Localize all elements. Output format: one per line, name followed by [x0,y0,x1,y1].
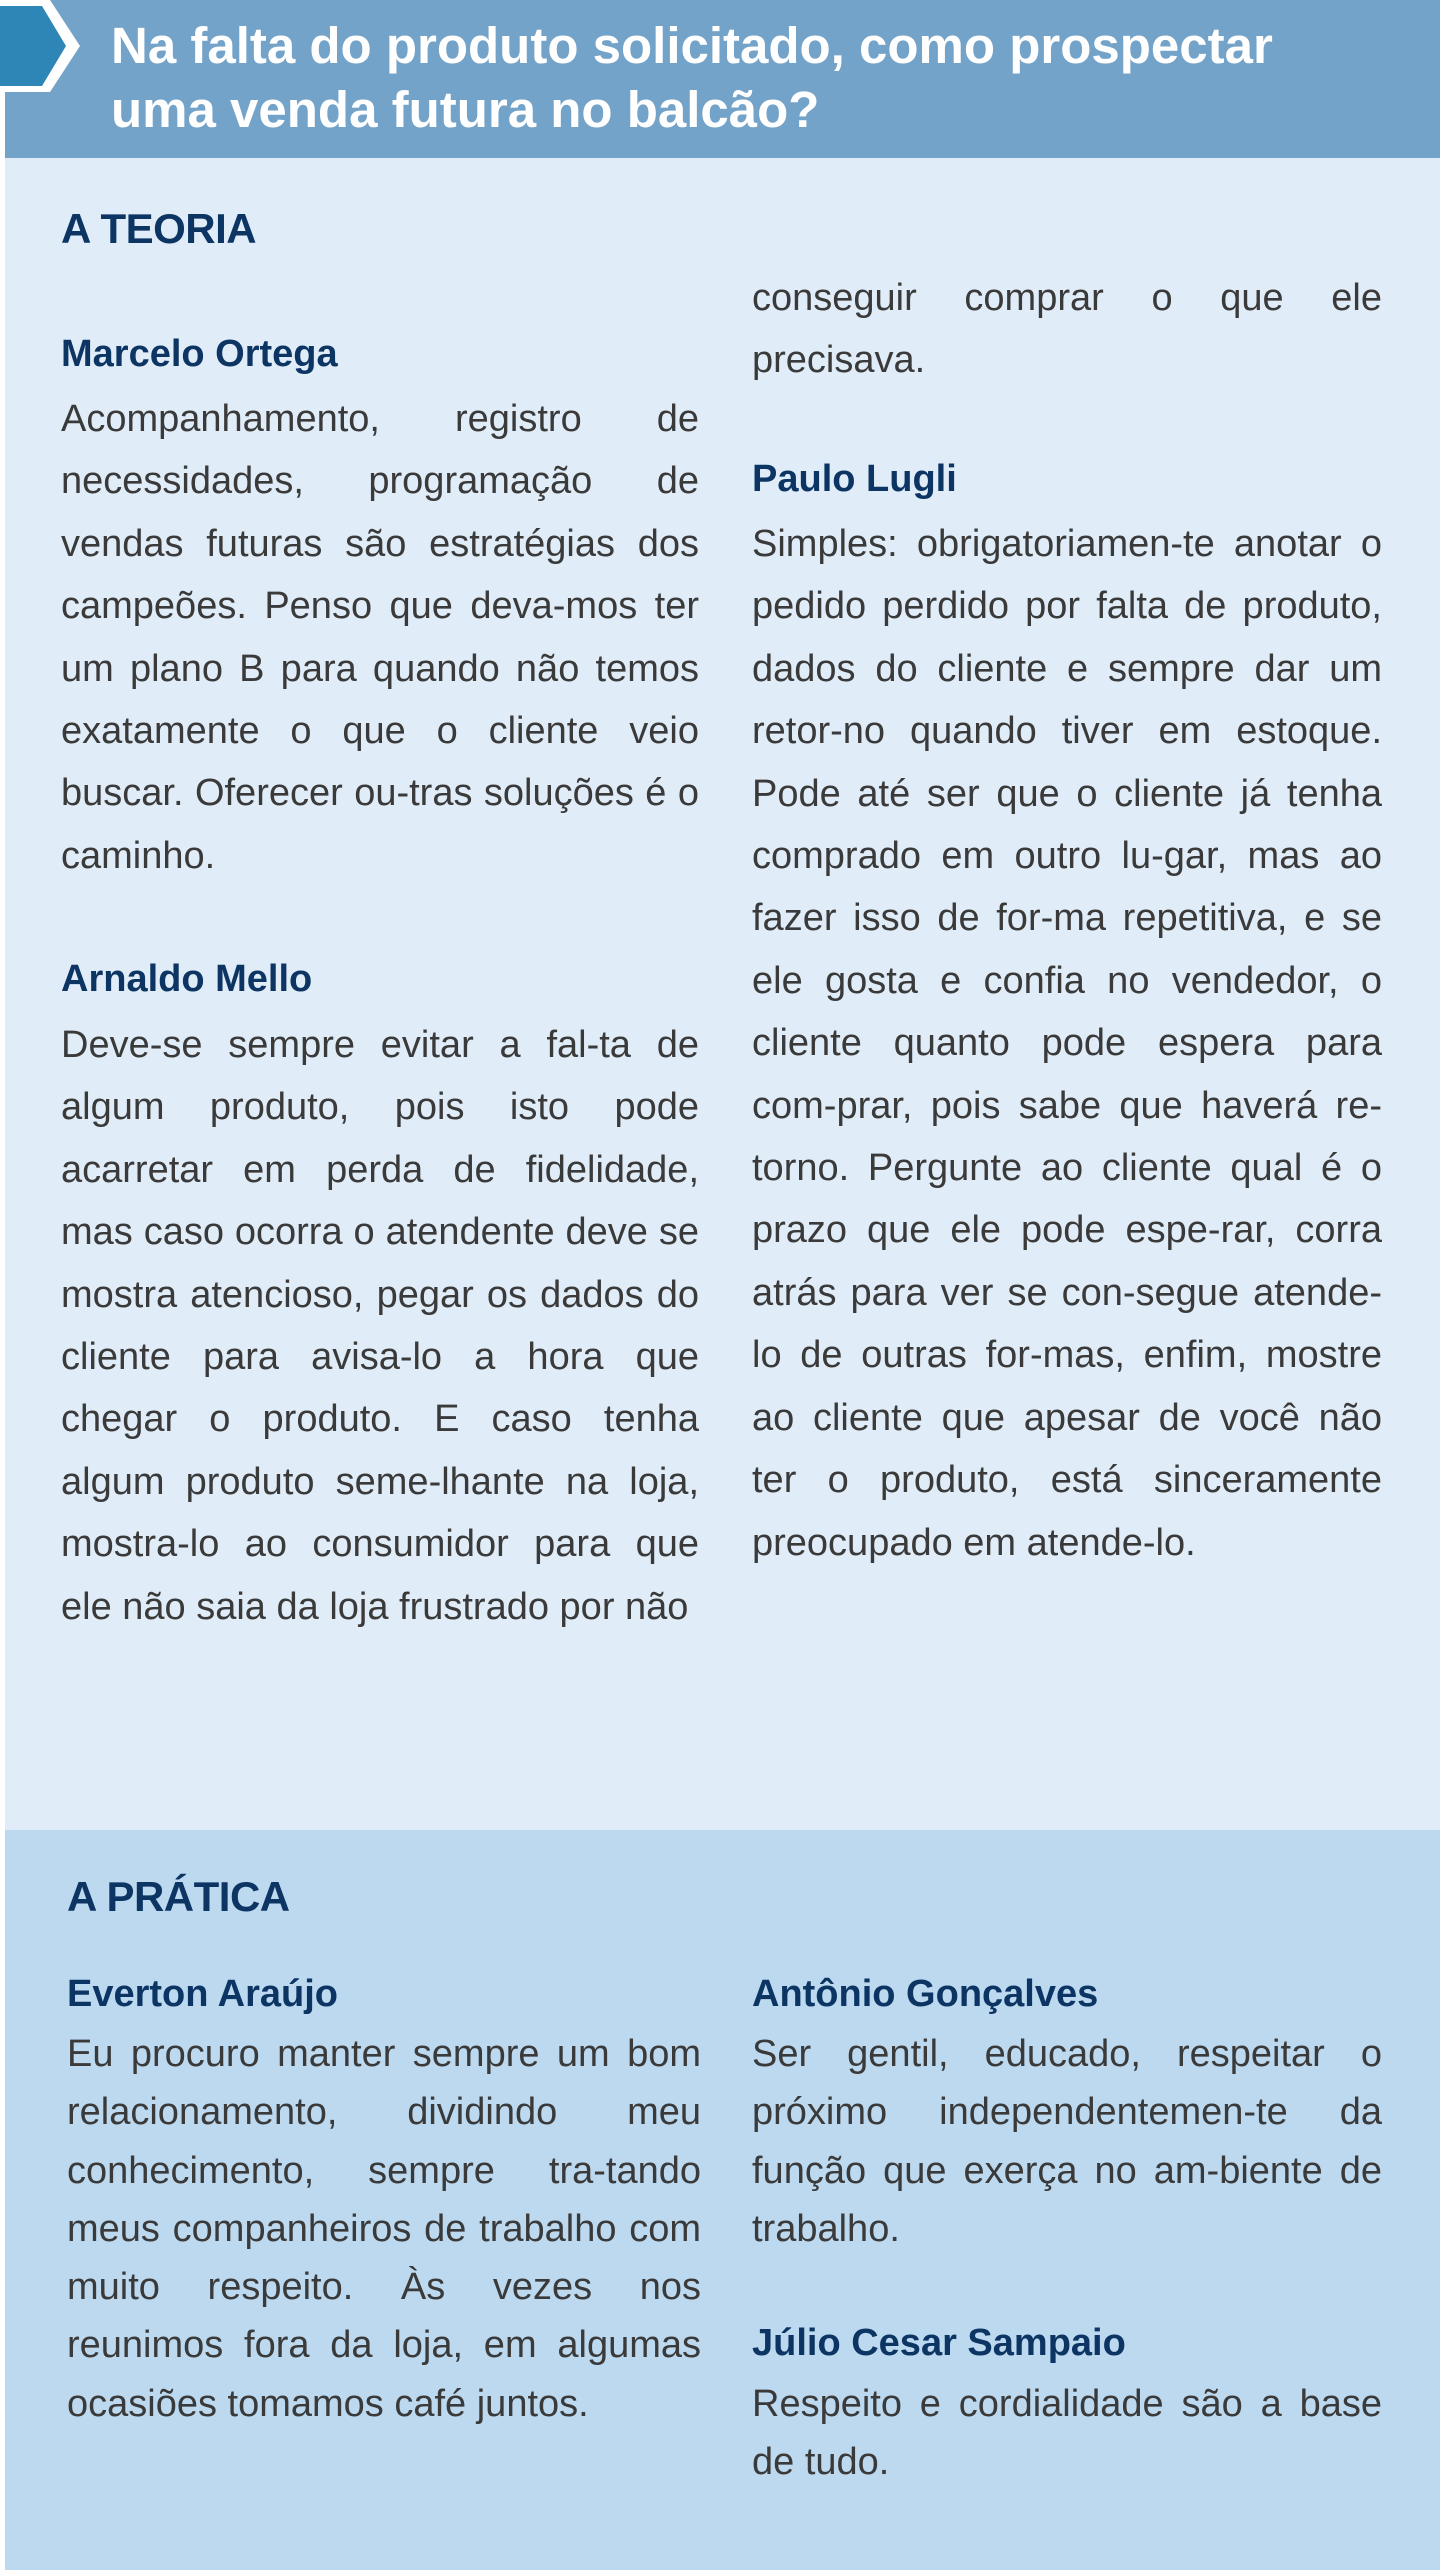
author-name: Arnaldo Mello [61,958,313,1000]
author-name: Antônio Gonçalves [752,1973,1099,2015]
practice-title: A PRÁTICA [67,1873,290,1920]
author-name: Marcelo Ortega [61,333,338,375]
author-name: Everton Araújo [67,1973,338,2015]
header-band [5,0,1440,158]
author-text-continuation: conseguir comprar o que ele precisava. [752,277,1382,382]
page-title-line-2: uma venda futura no balcão? [111,81,820,138]
page-title [111,14,1411,142]
author-name: Júlio Cesar Sampaio [752,2322,1126,2364]
page-title-line-1: Na falta do produto solicitado, como prospectar [111,17,1273,74]
theory-title: A TEORIA [61,205,257,252]
author-name: Paulo Lugli [752,458,957,500]
author-text: Respeito e cordialidade são a base de tudo. [752,2383,1382,2484]
author-text: Ser gentil, educado, respeitar o próximo independentemen-te da função que exerça no am-biente de trabalho. [752,2033,1382,2250]
author-text: Simples: obrigatoriamen-te anotar o pedido perdido por falta de produto, dados do cliente e sempre dar um retor-no quando tiver em estoque. Pode até ser que o cliente já tenha comprado em outro lu-gar, mas ao fazer isso de for-ma repetitiva, e se ele gosta e confia no vendedor, o cliente quanto pode espera para com-prar, pois sabe que haverá re-torno. Pergunte ao cliente qual é o prazo que ele pode espe-rar, corra atrás para ver se con-segue atende-lo de outras for-mas, enfim, mostre ao cliente que apesar de você não ter o produto, está sinceramente preocupado em atende-lo. [752,523,1382,1564]
author-text: Acompanhamento, registro de necessidades, programação de vendas futuras são estratégias dos campeões. Penso que deva-mos ter um plano B para quando não temos exatamente o que o cliente veio buscar. Oferecer ou-tras soluções é o caminho. [61,398,699,877]
practice-section [5,1830,1440,2570]
theory-section [5,158,1440,1830]
chevron-right-icon [0,0,90,92]
author-text: Deve-se sempre evitar a fal-ta de algum produto, pois isto pode acarretar em perda de fidelidade, mas caso ocorra o atendente deve se mostra atencioso, pegar os dados do cliente para avisa-lo a hora que chegar o produto. E caso tenha algum produto seme-lhante na loja, mostra-lo ao consumidor para que ele não saia da loja frustrado por não [61,1024,699,1628]
author-text: Eu procuro manter sempre um bom relacionamento, dividindo meu conhecimento, sempre tra-tando meus companheiros de trabalho com muito respeito. Às vezes nos reunimos fora da loja, em algumas ocasiões tomamos café juntos. [67,2033,701,2425]
